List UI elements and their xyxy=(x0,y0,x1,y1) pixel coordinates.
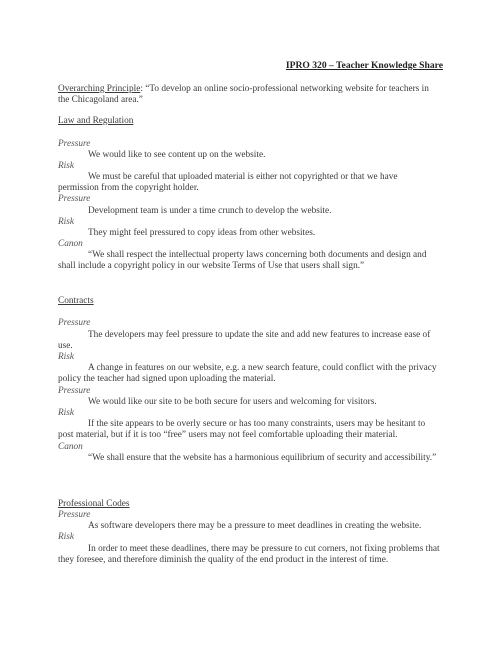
section-heading-law: Law and Regulation xyxy=(58,116,134,126)
item-label: Risk xyxy=(58,217,75,227)
item-label: Pressure xyxy=(58,386,91,396)
item-label: Pressure xyxy=(58,139,91,149)
item-label: Pressure xyxy=(58,318,91,328)
item-label: Pressure xyxy=(58,510,91,520)
item-text: A change in features on our website, e.g. a new search feature, could conflict with the privacy policy the teacher had signed upon uploading the material. xyxy=(58,363,437,385)
item-text: The developers may feel pressure to update the site and add new features to increase ease of use. xyxy=(58,330,431,352)
item-text: Development team is under a time crunch to develop the website. xyxy=(88,206,332,216)
principle-text: : “To develop an online socio-professional networking website for teachers in the Chicagoland area.” xyxy=(58,84,429,106)
item-label: Risk xyxy=(58,532,75,542)
item-text: “We shall ensure that the website has a harmonious equilibrium of security and accessibility.” xyxy=(88,453,437,463)
item-text: We would like to see content up on the website. xyxy=(88,150,266,160)
item-text: We must be careful that uploaded material is either not copyrighted or that we have permission from the copyright holder. xyxy=(58,172,398,194)
item-text: They might feel pressured to copy ideas from other websites. xyxy=(88,228,316,238)
overarching-principle xyxy=(58,84,440,106)
item-text: As software developers there may be a pressure to meet deadlines in creating the website. xyxy=(88,521,422,531)
item-label: Risk xyxy=(58,352,75,362)
principle-label: Overarching Principle xyxy=(58,84,141,94)
item-text: In order to meet these deadlines, there may be pressure to cut corners, not fixing problems that they foresee, and therefore diminish the quality of the end product in the interest of time. xyxy=(58,544,440,566)
item-text: If the site appears to be overly secure or has too many constraints, users may be hesitant to post material, but if it is too “free” users may not feel comfortable uploading their material. xyxy=(58,419,426,441)
item-text: We would like our site to be both secure for users and welcoming for visitors. xyxy=(88,397,377,407)
section-heading-contracts: Contracts xyxy=(58,296,94,306)
item-label: Risk xyxy=(58,161,75,171)
item-label: Pressure xyxy=(58,194,91,204)
item-label: Risk xyxy=(58,408,75,418)
item-text: “We shall respect the intellectual property laws concerning both documents and design and shall include a copyright policy in our website Terms of Use that users shall sign.” xyxy=(58,250,427,272)
document-title: IPRO 320 – Teacher Knowledge Share xyxy=(285,60,443,71)
section-heading-professional-codes: Professional Codes xyxy=(58,499,130,509)
item-label: Canon xyxy=(58,239,83,249)
item-label: Canon xyxy=(58,442,83,452)
